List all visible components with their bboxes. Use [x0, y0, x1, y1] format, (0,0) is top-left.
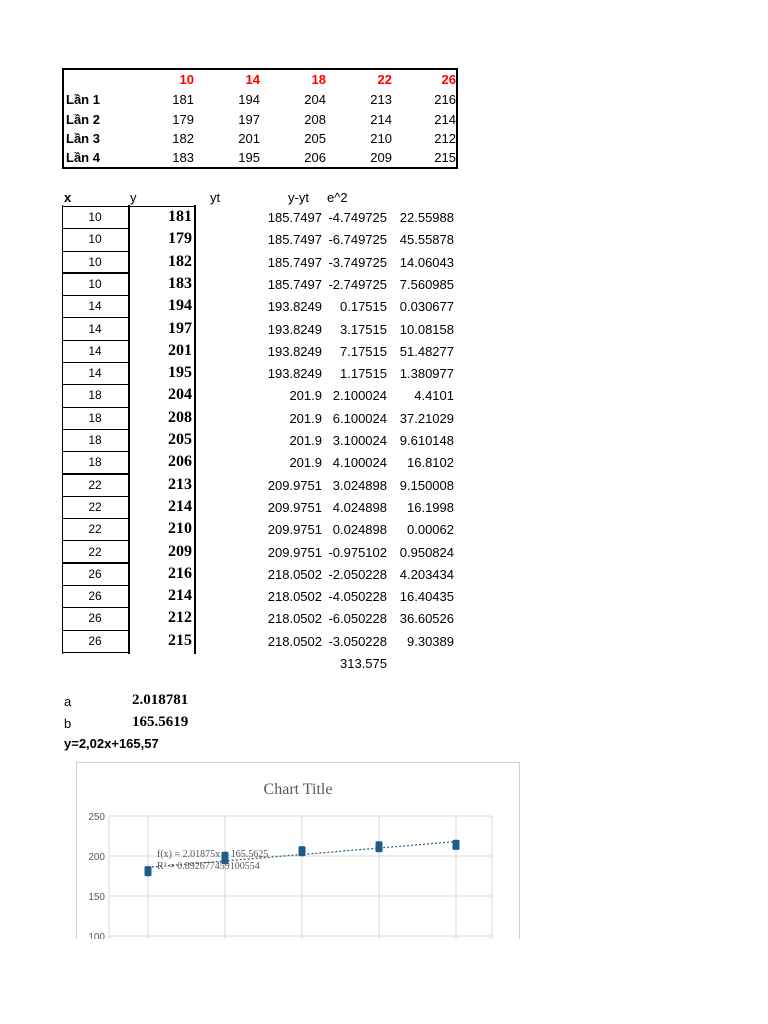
residual-cell: -6.749725 [328, 232, 387, 248]
yt-cell: 193.8249 [267, 321, 322, 337]
yt-cell: 193.8249 [267, 299, 322, 315]
cell: 206 [304, 150, 326, 165]
squared-error-cell: 45.55878 [399, 232, 454, 248]
residual-cell: -2.050228 [328, 566, 387, 582]
yt-cell: 218.0502 [267, 566, 322, 582]
residual-cell: -6.050228 [328, 611, 387, 627]
y-cell: 179 [168, 230, 192, 248]
residual-cell: 3.17515 [340, 321, 387, 337]
chart-svg [77, 763, 519, 939]
coefficient-b-value: 165.5619 [132, 714, 189, 730]
y-cell: 204 [168, 386, 192, 404]
y-tick-label: 250 [88, 812, 105, 823]
table-row [62, 385, 454, 407]
table-row [62, 296, 454, 318]
table-row [62, 631, 454, 653]
x-cell: 14 [62, 319, 128, 341]
scatter-chart [76, 762, 520, 939]
y-cell: 208 [168, 408, 192, 426]
yt-cell: 185.7497 [267, 232, 322, 248]
cell: 181 [172, 92, 194, 107]
squared-error-cell: 9.610148 [399, 433, 454, 448]
header-cell: 10 [179, 72, 194, 87]
cell: 201 [238, 131, 260, 146]
yt-cell: 218.0502 [267, 633, 322, 649]
y-cell: 216 [168, 564, 192, 582]
cell: 209 [370, 150, 392, 165]
summary-header-row [64, 72, 456, 92]
residual-cell: 1.17515 [340, 366, 387, 382]
x-cell: 14 [62, 341, 128, 363]
yt-cell: 218.0502 [267, 611, 322, 627]
yt-cell: 209.9751 [267, 544, 322, 560]
table-row [62, 564, 454, 586]
residual-cell: 0.17515 [340, 299, 387, 315]
yt-cell: 193.8249 [267, 343, 322, 359]
y-cell: 195 [168, 364, 192, 382]
error-sum: 313.575 [340, 656, 387, 671]
residual-cell: 6.100024 [332, 410, 387, 426]
column-border [128, 205, 130, 654]
table-row [62, 363, 454, 385]
x-cell: 10 [62, 207, 128, 229]
summary-row [64, 150, 456, 170]
table-row [62, 274, 454, 296]
x-cell: 22 [62, 542, 128, 564]
table-row [62, 229, 454, 251]
squared-error-cell: 36.60526 [399, 611, 454, 627]
y-cell: 212 [168, 609, 192, 627]
x-cell: 14 [62, 296, 128, 318]
table-row [62, 475, 454, 497]
yt-cell: 201.9 [289, 433, 322, 448]
table-row [62, 207, 454, 229]
x-cell: 10 [62, 274, 128, 296]
data-point [145, 866, 152, 873]
x-cell: 22 [62, 497, 128, 519]
table-row [62, 608, 454, 630]
cell: 214 [370, 112, 392, 127]
yt-cell: 209.9751 [267, 477, 322, 493]
yt-cell: 218.0502 [267, 589, 322, 605]
yt-cell: 193.8249 [267, 366, 322, 382]
table-row [62, 452, 454, 474]
chart-title: Chart Title [263, 781, 333, 798]
residual-cell: 7.17515 [340, 343, 387, 359]
cell: 179 [172, 112, 194, 127]
cell: 197 [238, 112, 260, 127]
yt-cell: 201.9 [289, 388, 322, 404]
cell: 208 [304, 112, 326, 127]
squared-error-cell: 51.48277 [399, 343, 454, 359]
table-row [62, 542, 454, 564]
residual-cell: -4.749725 [328, 210, 387, 225]
header-cell: 26 [441, 72, 456, 87]
trendline-r2: R² = 0.892677459100554 [157, 861, 260, 872]
residual-cell: -3.050228 [328, 633, 387, 649]
x-cell: 18 [62, 385, 128, 407]
x-cell: 22 [62, 519, 128, 541]
column-header: y-yt [288, 190, 309, 205]
header-cell: 18 [311, 72, 326, 87]
y-cell: 194 [168, 297, 192, 315]
table-row [62, 430, 454, 452]
cell: 183 [172, 150, 194, 165]
squared-error-cell: 4.4101 [414, 388, 454, 404]
x-cell: 18 [62, 430, 128, 452]
y-tick-label: 100 [88, 932, 105, 939]
y-cell: 181 [168, 208, 192, 225]
y-cell: 205 [168, 431, 192, 448]
row-label: Lần 4 [66, 150, 100, 165]
yt-cell: 209.9751 [267, 499, 322, 515]
x-cell: 26 [62, 631, 128, 653]
squared-error-cell: 16.8102 [407, 455, 454, 471]
table-row [62, 497, 454, 519]
squared-error-cell: 22.55988 [399, 210, 454, 225]
residual-cell: 4.100024 [332, 455, 387, 471]
residual-cell: -0.975102 [328, 544, 387, 560]
squared-error-cell: 0.030677 [399, 299, 454, 315]
squared-error-cell: 16.40435 [399, 589, 454, 605]
y-cell: 182 [168, 252, 192, 270]
y-cell: 206 [168, 453, 192, 471]
y-tick-label: 200 [88, 852, 105, 863]
residual-cell: 3.100024 [332, 433, 387, 448]
y-cell: 210 [168, 520, 192, 538]
yt-cell: 209.9751 [267, 522, 322, 538]
table-row [62, 519, 454, 541]
y-cell: 215 [168, 631, 192, 649]
x-cell: 26 [62, 608, 128, 630]
column-header: y [130, 190, 137, 205]
yt-cell: 185.7497 [267, 210, 322, 225]
cell: 212 [434, 131, 456, 146]
coefficient-a-label: a [64, 694, 72, 709]
yt-cell: 185.7497 [267, 276, 322, 292]
y-cell: 214 [168, 497, 192, 515]
squared-error-cell: 10.08158 [399, 321, 454, 337]
residual-cell: 4.024898 [332, 499, 387, 515]
y-cell: 183 [168, 274, 192, 292]
yt-cell: 201.9 [289, 410, 322, 426]
x-cell: 18 [62, 452, 128, 474]
squared-error-cell: 4.203434 [399, 566, 454, 582]
yt-cell: 185.7497 [267, 254, 322, 270]
x-cell: 26 [62, 564, 128, 586]
cell: 216 [434, 92, 456, 107]
summary-row [64, 92, 456, 112]
cell: 182 [172, 131, 194, 146]
cell: 194 [238, 92, 260, 107]
squared-error-cell: 9.150008 [399, 477, 454, 493]
header-cell: 22 [377, 72, 392, 87]
squared-error-cell: 7.560985 [399, 276, 454, 292]
table-row [62, 319, 454, 341]
data-point [453, 841, 460, 848]
row-label: Lần 1 [66, 92, 100, 107]
summary-row [64, 131, 456, 151]
x-cell: 18 [62, 408, 128, 430]
cell: 213 [370, 92, 392, 107]
row-label: Lần 3 [66, 131, 100, 146]
x-cell: 22 [62, 475, 128, 497]
cell: 204 [304, 92, 326, 107]
column-border [62, 205, 63, 654]
residual-cell: 3.024898 [332, 477, 387, 493]
y-cell: 209 [168, 542, 192, 560]
y-cell: 214 [168, 587, 192, 605]
y-tick-label: 150 [88, 892, 105, 903]
squared-error-cell: 16.1998 [407, 499, 454, 515]
cell: 215 [434, 150, 456, 165]
column-header: yt [210, 190, 221, 205]
cell: 205 [304, 131, 326, 146]
squared-error-cell: 14.06043 [399, 254, 454, 270]
table-row [62, 341, 454, 363]
x-cell: 10 [62, 252, 128, 274]
x-cell: 26 [62, 586, 128, 608]
residual-cell: -2.749725 [328, 276, 387, 292]
squared-error-cell: 0.950824 [399, 544, 454, 560]
table-row [62, 408, 454, 430]
data-point [299, 848, 306, 855]
cell: 195 [238, 150, 260, 165]
squared-error-cell: 9.30389 [407, 633, 454, 649]
residual-cell: 0.024898 [332, 522, 387, 538]
squared-error-cell: 0.00062 [407, 522, 454, 538]
row-label: Lần 2 [66, 112, 100, 127]
x-cell: 14 [62, 363, 128, 385]
coefficient-b-label: b [64, 716, 72, 731]
yt-cell: 201.9 [289, 455, 322, 471]
y-cell: 201 [168, 341, 192, 359]
data-point [376, 845, 383, 852]
x-cell: 10 [62, 229, 128, 251]
table-row [62, 586, 454, 608]
summary-row [64, 112, 456, 132]
y-cell: 213 [168, 475, 192, 493]
trendline-equation: f(x) = 2.01875x + 165.5625 [157, 849, 269, 860]
residual-cell: -4.050228 [328, 589, 387, 605]
coefficient-a-value: 2.018781 [132, 692, 189, 708]
column-header: x [64, 190, 72, 205]
squared-error-cell: 37.21029 [399, 410, 454, 426]
squared-error-cell: 1.380977 [399, 366, 454, 382]
column-header: e^2 [327, 190, 348, 205]
cell: 214 [434, 112, 456, 127]
cell: 210 [370, 131, 392, 146]
table-row [62, 252, 454, 274]
regression-equation: y=2,02x+165,57 [64, 736, 159, 751]
column-border [194, 205, 196, 654]
summary-table [62, 68, 458, 169]
residual-cell: 2.100024 [332, 388, 387, 404]
residual-cell: -3.749725 [328, 254, 387, 270]
y-cell: 197 [168, 319, 192, 337]
header-cell: 14 [245, 72, 260, 87]
